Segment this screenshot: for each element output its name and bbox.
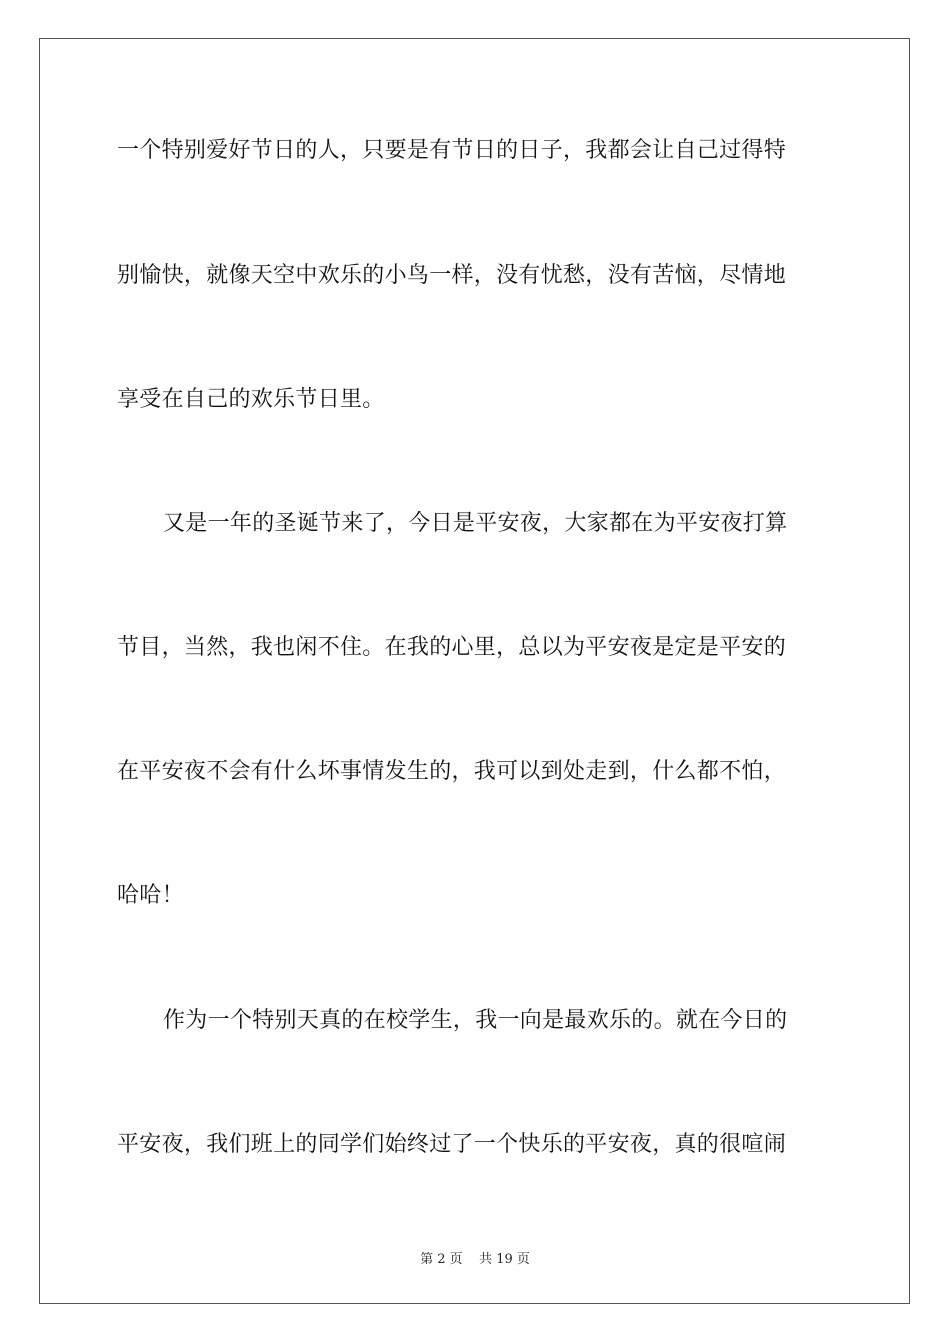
paragraph-1-line-2: 别愉快，就像天空中欢乐的小鸟一样，没有忧愁，没有苦恼，尽情地 <box>117 263 787 288</box>
paragraph-3-line-2: 平安夜，我们班上的同学们始终过了一个快乐的平安夜，真的很喧闹 <box>117 1132 787 1157</box>
page-number-footer: 第 2 页 共 19 页 <box>420 1252 530 1267</box>
page-border <box>39 38 910 1304</box>
paragraph-2-line-1: 又是一年的圣诞节来了，今日是平安夜，大家都在为平安夜打算 <box>163 511 788 536</box>
paragraph-2-line-2: 节目，当然，我也闲不住。在我的心里，总以为平安夜是定是平安的 <box>117 635 787 660</box>
paragraph-3-line-1: 作为一个特别天真的在校学生，我一向是最欢乐的。就在今日的 <box>163 1008 788 1033</box>
paragraph-2-line-3: 在平安夜不会有什么坏事情发生的，我可以到处走到，什么都不怕， <box>117 759 787 784</box>
paragraph-1-line-3: 享受在自己的欢乐节日里。 <box>117 387 385 412</box>
paragraph-2-line-4: 哈哈！ <box>117 883 184 908</box>
paragraph-1-line-1: 一个特别爱好节日的人，只要是有节日的日子，我都会让自己过得特 <box>117 138 787 163</box>
